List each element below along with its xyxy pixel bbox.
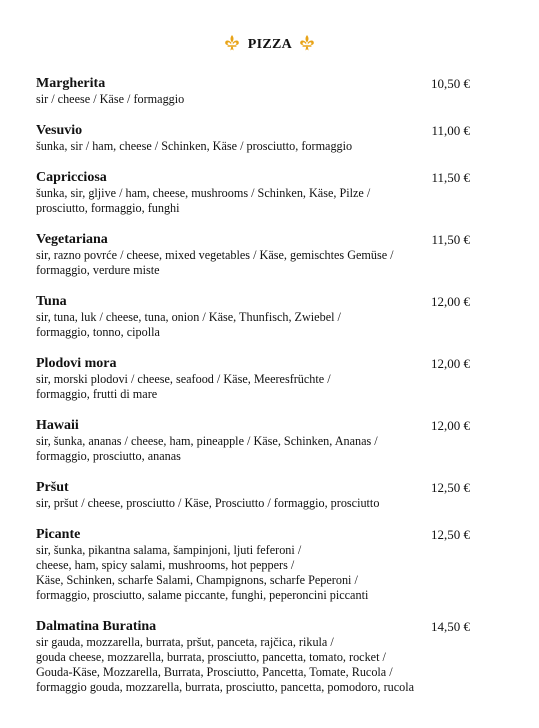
description-line: sir, razno povrće / cheese, mixed vegetables / Käse, gemischtes Gemüse /: [36, 248, 394, 262]
item-price: 12,50 €: [431, 527, 470, 542]
item-description: [36, 186, 470, 216]
item-price: 10,50 €: [431, 76, 470, 91]
description-line: formaggio, verdure miste: [36, 263, 160, 277]
description-line: sir gauda, mozzarella, burrata, pršut, panceta, rajčica, rikula /: [36, 635, 334, 649]
item-price: 11,00 €: [431, 123, 470, 138]
description-line: prosciutto, formaggio, funghi: [36, 201, 180, 215]
item-price: 11,50 €: [431, 232, 470, 247]
description-line: Gouda-Käse, Mozzarella, Burrata, Prosciutto, Pancetta, Tomate, Rucola /: [36, 665, 393, 679]
pizza-menu-list: [36, 75, 470, 710]
item-price: 12,00 €: [431, 294, 470, 309]
item-name: Picante: [36, 527, 81, 542]
item-name: Vegetariana: [36, 232, 108, 247]
menu-item-capricciosa: [36, 169, 470, 216]
item-name: Tuna: [36, 294, 67, 309]
description-line: gouda cheese, mozzarella, burrata, prosciutto, pancetta, tomato, rocket /: [36, 650, 386, 664]
description-line: sir, morski plodovi / cheese, seafood / Käse, Meeresfrüchte /: [36, 372, 331, 386]
description-line: sir, šunka, ananas / cheese, ham, pineapple / Käse, Schinken, Ananas /: [36, 434, 378, 448]
description-line: sir / cheese / Käse / formaggio: [36, 92, 185, 106]
item-description: [36, 310, 470, 340]
item-name: Dalmatina Buratina: [36, 619, 157, 634]
description-line: formaggio, tonno, cipolla: [36, 325, 160, 339]
description-line: šunka, sir, gljive / ham, cheese, mushrooms / Schinken, Käse, Pilze /: [36, 186, 371, 200]
description-line: formaggio, prosciutto, ananas: [36, 449, 181, 463]
item-name: Hawaii: [36, 418, 79, 433]
item-description: [36, 496, 470, 511]
item-description: [36, 543, 470, 603]
fleur-de-lis-icon: [224, 34, 240, 52]
description-line: sir, pršut / cheese, prosciutto / Käse, Prosciutto / formaggio, prosciutto: [36, 496, 380, 510]
item-price: 12,00 €: [431, 418, 470, 433]
item-price: 11,50 €: [431, 170, 470, 185]
item-name: Capricciosa: [36, 170, 107, 185]
item-name: Vesuvio: [36, 123, 83, 138]
menu-item-hawaii: [36, 417, 470, 464]
menu-item-plodovi-mora: [36, 355, 470, 402]
description-line: Käse, Schinken, scharfe Salami, Champignons, scharfe Peperoni /: [36, 573, 358, 587]
item-description: [36, 248, 470, 278]
menu-item-picante: [36, 526, 470, 603]
description-line: sir, tuna, luk / cheese, tuna, onion / Käse, Thunfisch, Zwiebel /: [36, 310, 341, 324]
menu-section-header: [0, 34, 539, 55]
item-description: [36, 92, 470, 107]
item-price: 12,50 €: [431, 480, 470, 495]
description-line: sir, šunka, pikantna salama, šampinjoni, ljuti feferoni /: [36, 543, 302, 557]
item-price: 12,00 €: [431, 356, 470, 371]
item-name: Pršut: [36, 480, 69, 495]
description-line: formaggio, frutti di mare: [36, 387, 158, 401]
menu-item-prsut: [36, 479, 470, 511]
item-description: [36, 635, 470, 695]
item-name: Plodovi mora: [36, 356, 117, 371]
description-line: formaggio gouda, mozzarella, burrata, prosciutto, pancetta, pomodoro, rucola: [36, 680, 415, 694]
section-title: PIZZA: [247, 37, 292, 52]
description-line: šunka, sir / ham, cheese / Schinken, Käse / prosciutto, formaggio: [36, 139, 353, 153]
item-description: [36, 139, 470, 154]
menu-item-vesuvio: [36, 122, 470, 154]
description-line: cheese, ham, spicy salami, mushrooms, hot peppers /: [36, 558, 295, 572]
item-description: [36, 372, 470, 402]
menu-item-margherita: [36, 75, 470, 107]
item-description: [36, 434, 470, 464]
item-name: Margherita: [36, 76, 106, 91]
item-price: 14,50 €: [431, 619, 470, 634]
menu-item-tuna: [36, 293, 470, 340]
menu-item-dalmatina-buratina: [36, 618, 470, 695]
fleur-de-lis-icon: [299, 34, 315, 52]
description-line: formaggio, prosciutto, salame piccante, funghi, peperoncini piccanti: [36, 588, 369, 602]
menu-item-vegetariana: [36, 231, 470, 278]
